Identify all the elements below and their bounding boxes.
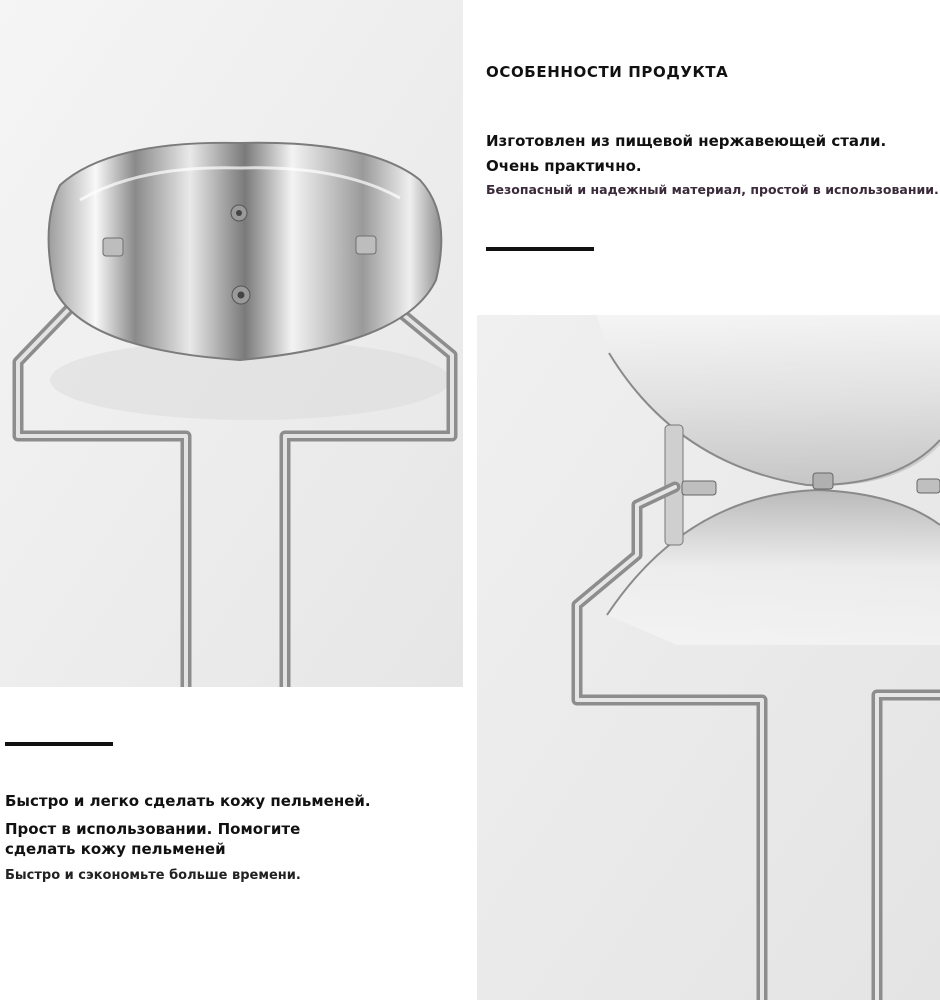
benefit-line-save-time: Быстро и сэкономьте больше времени. [5,868,301,883]
dumpling-press-angle-image [477,315,940,1000]
feature-line-safety: Безопасный и надежный материал, простой в использовании. [486,182,939,197]
divider-bottom [5,742,113,746]
feature-line-practical: Очень практично. [486,157,642,175]
divider-top [486,247,594,251]
feature-line-material: Изготовлен из пищевой нержавеющей стали. [486,132,887,150]
benefit-line-fast: Быстро и легко сделать кожу пельменей. [5,792,371,810]
product-photo-front [0,0,463,687]
product-photo-angle [477,315,940,1000]
dumpling-press-front-image [0,0,463,687]
section-title: ОСОБЕННОСТИ ПРОДУКТА [486,63,729,81]
benefit-line-easy-cont: сделать кожу пельменей [5,840,226,858]
benefit-line-easy: Прост в использовании. Помогите [5,820,301,838]
